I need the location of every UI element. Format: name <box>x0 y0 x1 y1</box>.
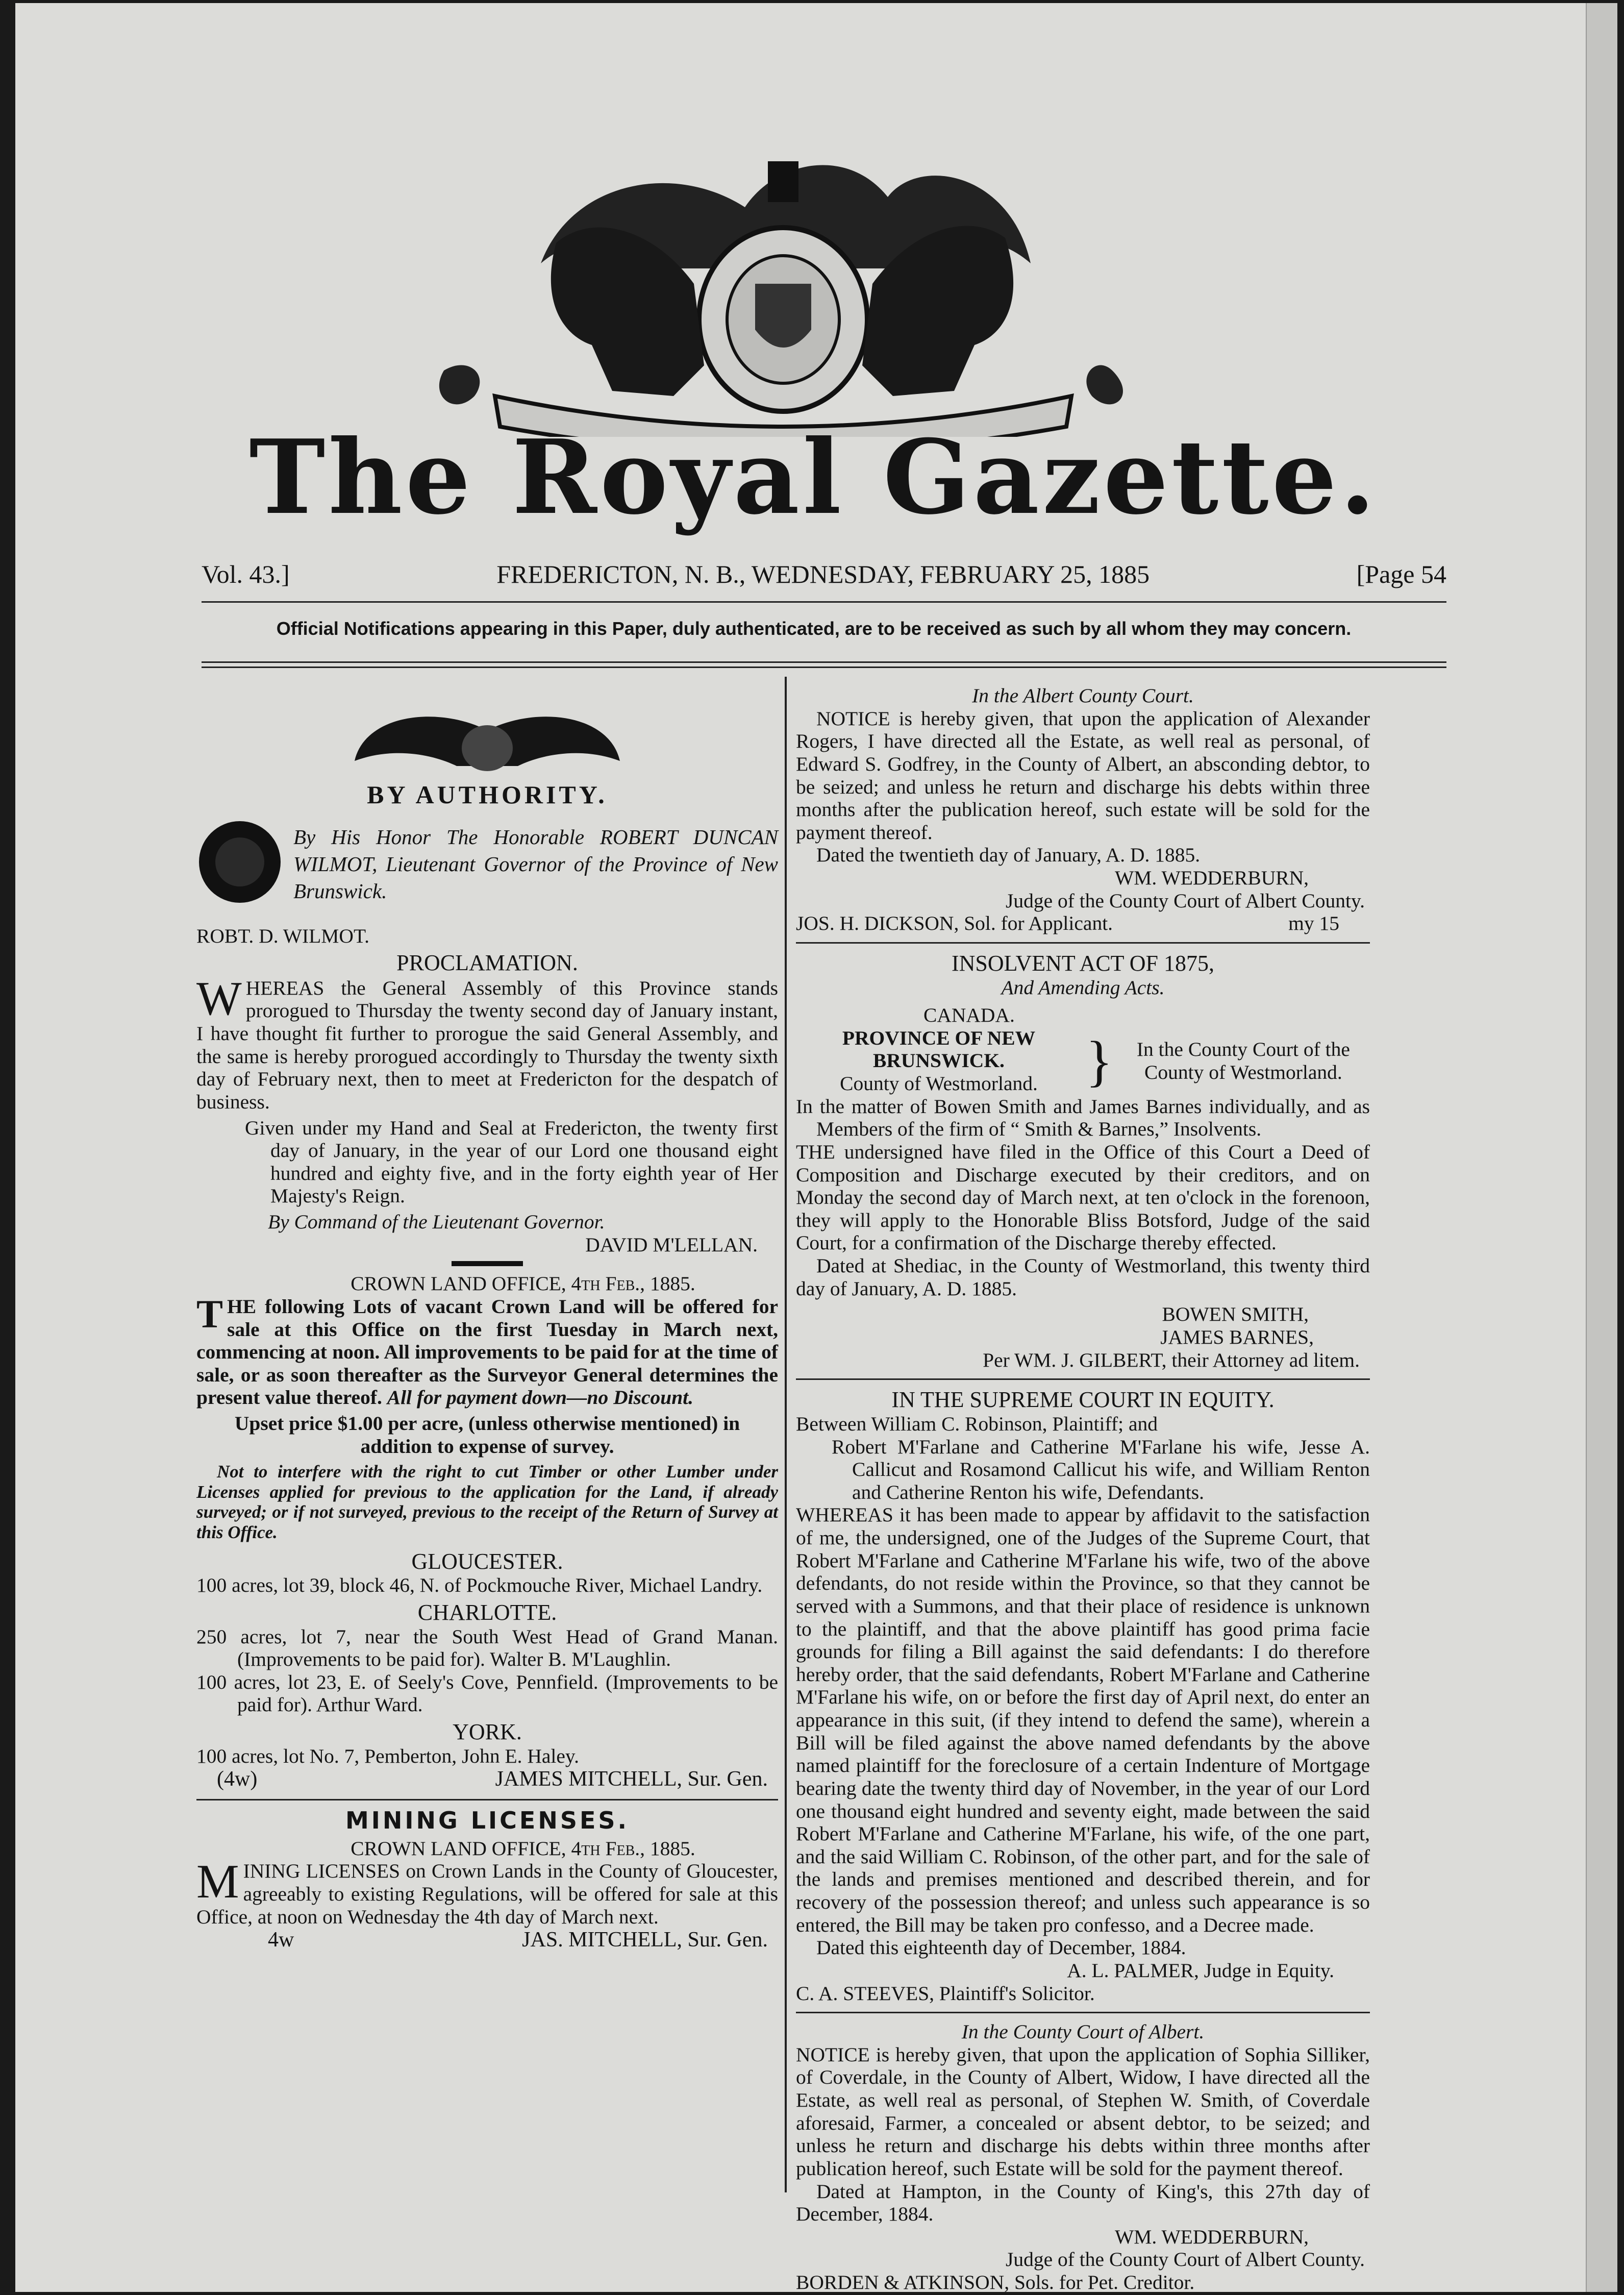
albert-court-heading-1: In the Albert County Court. <box>972 684 1194 707</box>
county-york: YORK. <box>453 1719 522 1745</box>
insolvent-notice: THE undersigned have filed in the Office of this Court a Deed of Composition and Discharge executed by their creditors, and on Monday the second day of March next, at ten o'clock in the forenoon, they will apply to the Honorable Bliss Botsford, Judge of the said Court, for a confirmation of the Discharge thereby effected. <box>796 1140 1370 1254</box>
albert-judge-title-2: Judge of the County Court of Albert County. <box>1006 2248 1365 2271</box>
albert-dated-1: Dated the twentieth day of January, A. D. 1885. <box>816 844 1201 867</box>
crown-lots-notice: HE following Lots of vacant Crown Land will be offered for sale at this Office on the first Tuesday in March next, commencing at noon. All improvements to be paid for at the time of sale, or as soon thereafter as the Surveyor General determines the present value thereof. <box>196 1295 778 1409</box>
albert-notice-2: NOTICE is hereby given, that upon the application of Sophia Silliker, of Coverdale, in the County of Albert, Widow, I have directed all the Estate, as well real as personal, of Stephen W. Smith, of Coverdale aforesaid, Farmer, a concealed or absent debtor, to be seized; and unless he return and discharge his debts within three months after publication hereof, such Estate will be sold for the payment thereof. <box>796 2043 1370 2180</box>
left-column <box>196 684 778 1953</box>
crown-land-office-date: CROWN LAND OFFICE, 4th Feb., 1885. <box>351 1272 695 1295</box>
charlotte-lot-2: 100 acres, lot 23, E. of Seely's Cove, Pennfield. (Improvements to be paid for). Arthur Ward. <box>196 1670 778 1716</box>
equity-notice: WHEREAS it has been made to appear by affidavit to the satisfaction of me, the undersigned, one of the Judges of the Supreme Court, that Robert M'Farlane and Catherine M'Farlane his wife, two of the above defendants, do not reside within the Province, so that they cannot be served with a Summons, and that their place of residence is unknown to the plaintiff, and that the above plaintiff has good prima facie grounds for filing a Bill against the said defendants: I do therefore hereby order, that the said defendants, Robert M'Farlane and Catherine M'Farlane his wife, on or before the first day of April next, do enter an appearance in this suit, (if they intend to defend the same), wherein a Bill will be filed against the above named defendants by the above named plaintiff for the foreclosure of a certain Indenture of Mortgage bearing date the twenty third day of November, in the year of our Lord one thousand eight hundred and seventy eight, made between the said Robert M'Farlane and Catherine M'Farlane, his wife, of the one part, and the said William C. Robinson, of the other part, and for the sale of the lands and premises mentioned and described therein, and for recovery of the possession thereof; and unless such appearance is so entered, the Bill may be taken pro confesso, and a Decree made. <box>796 1503 1370 1936</box>
section-separator <box>452 1261 523 1266</box>
insolvent-dated: Dated at Shediac, in the County of Westmorland, this twenty third day of January, A. D. 1885. <box>796 1254 1370 1300</box>
by-authority-heading: BY AUTHORITY. <box>367 780 608 809</box>
insolvent-attorney: Per WM. J. GILBERT, their Attorney ad litem. <box>983 1348 1360 1371</box>
small-crest-icon <box>344 700 630 776</box>
county-charlotte: CHARLOTTE. <box>417 1599 557 1625</box>
mining-insertion-mark: 4w <box>268 1928 294 1952</box>
seal-icon <box>196 819 283 905</box>
supreme-court-heading: IN THE SUPREME COURT IN EQUITY. <box>891 1387 1275 1413</box>
equity-dated: Dated this eighteenth day of December, 1884. <box>816 1936 1186 1959</box>
province-name: PROVINCE OF NEW BRUNSWICK. <box>842 1026 1036 1072</box>
albert-notice-1: NOTICE is hereby given, that upon the application of Alexander Rogers, I have directed all the Estate, as well real as personal, of Edward S. Godfrey, in the County of Albert, an absconding debtor, to be seized; and unless he return and discharge his debts within three months after the publication hereof, such estate will be sold for the payment thereof. <box>796 707 1370 844</box>
volume-number: Vol. 43.] <box>202 560 290 588</box>
insolvent-act-title: INSOLVENT ACT OF 1875, <box>951 950 1215 976</box>
by-command: By Command of the Lieutenant Governor. <box>268 1211 605 1233</box>
timber-rights-notice: Not to interfere with the right to cut Timber or other Lumber under Licenses applied for previous to the application for the Land, if already surveyed; or if not surveyed, previous to the receipt of the Return of Survey at this Office. <box>196 1462 778 1542</box>
mining-notice: INING LICENSES on Crown Lands in the County of Gloucester, agreeably to existing Regulations, will be offered for sale at this Office, at noon on Wednesday the 4th day of March next. <box>196 1860 778 1928</box>
proclamation-dropcap: W <box>196 972 242 1025</box>
charlotte-lot-1: 250 acres, lot 7, near the South West Head of Grand Manan. (Improvements to be paid for). Walter B. M'Laughlin. <box>196 1625 778 1671</box>
proclamation-body: HEREAS the General Assembly of this Province stands prorogued to Thursday the twenty second day of January instant, I have thought fit further to prorogue the said General Assembly, and the same is hereby prorogued accordingly to Thursday the twenty sixth day of February next, then to meet at Fredericton for the despatch of business. <box>196 976 778 1113</box>
gloucester-lot: 100 acres, lot 39, block 46, N. of Pockmouche River, Michael Landry. <box>196 1574 763 1597</box>
court-line-1: In the County Court of the <box>1136 1038 1350 1061</box>
county-name: County of Westmorland. <box>840 1072 1038 1095</box>
rule-before-mining <box>196 1799 778 1800</box>
rule-top-double <box>202 667 1446 668</box>
albert-insertion-mark-1: my 15 <box>1288 912 1339 935</box>
crown-payment-terms: All for payment down—no Discount. <box>387 1386 694 1409</box>
albert-court-heading-2: In the County Court of Albert. <box>961 2020 1205 2043</box>
county-gloucester: GLOUCESTER. <box>411 1548 563 1574</box>
by-his-honor: By His Honor The Honorable ROBERT DUNCAN WILMOT, Lieutenant Governor of the Province of New Brunswick. <box>293 825 778 903</box>
albert-solicitors-2: BORDEN & ATKINSON, Sols. for Pet. Creditor. <box>796 2271 1195 2294</box>
court-line-2: County of Westmorland. <box>1144 1060 1342 1083</box>
given-under-hand: Given under my Hand and Seal at Fredericton, the twenty first day of January, in the year of our Lord one thousand eight hundred and eighty five, and in the forty eighth year of Her Majesty's Reign. <box>245 1116 778 1207</box>
insolvent-matter: In the matter of Bowen Smith and James Barnes individually, and as Members of the firm of “ Smith & Barnes,” Insolvents. <box>796 1095 1370 1141</box>
upset-price: Upset price $1.00 per acre, (unless otherwise mentioned) in addition to expense of survey. <box>234 1412 740 1458</box>
rule-under-dateline <box>202 601 1446 603</box>
equity-defendants: Robert M'Farlane and Catherine M'Farlane his wife, Jesse A. Callicut and Rosamond Callicut his wife, and William Renton and Catherine Renton his wife, Defendants. <box>832 1435 1370 1503</box>
canada: CANADA. <box>923 1004 1015 1027</box>
place-and-date: FREDERICTON, N. B., WEDNESDAY, FEBRUARY 25, 1885 <box>496 560 1150 588</box>
proclamation-signer: ROBT. D. WILMOT. <box>196 924 370 947</box>
brace-mark: } <box>1086 1029 1113 1092</box>
command-signer: DAVID M'LELLAN. <box>585 1233 758 1256</box>
albert-signer-1: WM. WEDDERBURN, <box>1115 867 1309 889</box>
province-county-block <box>796 1027 1370 1095</box>
masthead-title: The Royal Gazette. <box>249 417 1379 537</box>
albert-solicitor-1: JOS. H. DICKSON, Sol. for Applicant. <box>796 912 1113 935</box>
albert-dated-2: Dated at Hampton, in the County of King's, this 27th day of December, 1884. <box>796 2180 1370 2226</box>
mining-dropcap: M <box>196 1855 239 1909</box>
rule-before-equity <box>796 1378 1370 1380</box>
rule-before-insolvent <box>796 942 1370 944</box>
binding-gutter <box>1586 3 1617 2292</box>
column-divider <box>785 677 787 2192</box>
equity-solicitor: C. A. STEEVES, Plaintiff's Solicitor. <box>796 1982 1095 2005</box>
page-number: [Page 54 <box>1356 560 1446 588</box>
albert-judge-title-1: Judge of the County Court of Albert County. <box>1006 889 1365 912</box>
albert-solicitor-line-1 <box>796 912 1370 935</box>
york-lot: 100 acres, lot No. 7, Pemberton, John E. Haley. <box>196 1744 579 1767</box>
crown-signature-line <box>196 1767 778 1791</box>
equity-judge: A. L. PALMER, Judge in Equity. <box>1067 1959 1334 1982</box>
mining-office-date: CROWN LAND OFFICE, 4th Feb., 1885. <box>351 1837 695 1860</box>
royal-coat-of-arms <box>388 151 1179 437</box>
mining-signer: JAS. MITCHELL, Sur. Gen. <box>522 1928 768 1952</box>
mining-signature-line <box>196 1928 778 1952</box>
insolvent-signer-2: JAMES BARNES, <box>1160 1325 1314 1348</box>
crown-insertion-mark: (4w) <box>217 1767 258 1791</box>
equity-between: Between William C. Robinson, Plaintiff; and <box>796 1412 1158 1435</box>
newspaper-page <box>15 3 1617 2292</box>
crown-dropcap: T <box>196 1291 223 1336</box>
insolvent-signer-1: BOWEN SMITH, <box>1162 1303 1309 1326</box>
right-column <box>796 684 1370 2294</box>
crown-signer: JAMES MITCHELL, Sur. Gen. <box>495 1767 768 1791</box>
albert-signer-2: WM. WEDDERBURN, <box>1115 2225 1309 2248</box>
official-notice-line: Official Notifications appearing in this Paper, duly authenticated, are to be received as such by all whom they may concern. <box>276 618 1352 639</box>
dateline <box>202 559 1446 589</box>
proclamation-title: PROCLAMATION. <box>396 950 578 976</box>
rule-before-albert-2 <box>796 2012 1370 2013</box>
mining-licenses-heading: MINING LICENSES. <box>345 1806 630 1834</box>
insolvent-act-subtitle: And Amending Acts. <box>1001 976 1165 999</box>
rule-top <box>202 661 1446 663</box>
